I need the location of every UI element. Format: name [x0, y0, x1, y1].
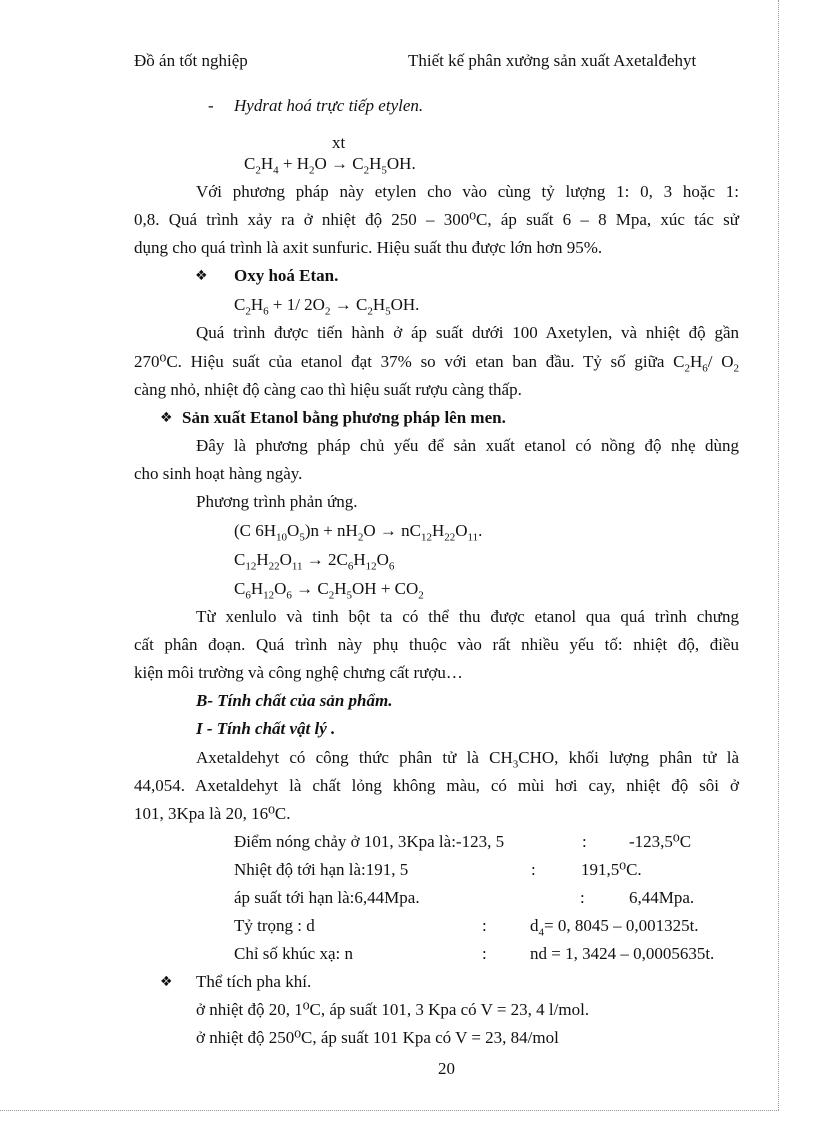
product-para-line: Axetaldehyt có công thức phân tử là $CH_3CHO$, khối lượng phân tử là [196, 748, 739, 771]
oxidation-equation: $C_2H_6 + 1/$ $2O_2 \to C_2H_5OH$. [234, 295, 420, 318]
oxidation-para-line: Quá trình được tiến hành ở áp suất dưới 100 Axetylen, và nhiệt độ gần [196, 323, 739, 342]
fermentation-para-line: Từ xenlulo và tinh bột ta có thể thu được etanol qua quá trình chưng [196, 607, 739, 626]
gas-volume-line: ở nhiệt độ 250⁰C, áp suất 101 Kpa có V = 23, 84/mol [196, 1028, 559, 1047]
prop-label: Tỷ trọng : d [234, 916, 315, 935]
header-left: Đồ án tốt nghiệp [134, 51, 248, 70]
page-border-right [778, 0, 779, 1110]
gas-volume-line: ở nhiệt độ 20, 1⁰C, áp suất 101, 3 Kpa có V = 23, 4 l/mol. [196, 1000, 590, 1019]
hydration-equation: $C_2H_4 + H_2O \to C_2H_5OH$. [244, 154, 416, 177]
diamond-icon: ❖ [160, 410, 173, 426]
prop-value: $d_4= 0$, 8045 – 0,001325t. [530, 916, 699, 939]
fermentation-para-line: Đây là phương pháp chủ yếu để sản xuất etanol có nồng độ nhẹ dùng [196, 436, 739, 455]
hydration-para-line: 0,8. Quá trình xảy ra ở nhiệt độ 250 – 300⁰C, áp suất 6 – 8 Mpa, xúc tác sử [134, 210, 739, 229]
prop-value: 6,44Mpa. [629, 888, 695, 907]
fermentation-para-line: cất phân đoạn. Quá trình này phụ thuộc vào rất nhiều yếu tố: nhiệt độ, điều [134, 635, 739, 654]
diamond-icon: ❖ [195, 268, 208, 284]
product-para-line: 101, 3Kpa là 20, 16⁰C. [134, 804, 291, 823]
product-para-line: 44,054. Axetaldehyt là chất lỏng không màu, có mùi hơi cay, nhiệt độ sôi ở [134, 776, 739, 795]
oxidation-title: Oxy hoá Etan. [234, 266, 339, 285]
page-border-bottom [0, 1110, 779, 1111]
fermentation-eq1: (C $6H_{10}O_5)n + nH_2O \to nC_{12}H_{22}O_{11}$. [234, 521, 483, 544]
oxidation-para-line: 270⁰C. Hiệu suất của etanol đạt 37% so với etan ban đầu. Tỷ số giữa $C_2H_6/$ $O_2$ [134, 352, 740, 375]
prop-value: 191,5⁰C. [581, 860, 642, 879]
prop-value: nd = 1, 3424 – 0,0005635t. [530, 944, 715, 963]
prop-sep: : [482, 944, 487, 963]
section-title: B- Tính chất của sản phẩm. [196, 691, 393, 710]
prop-sep: : [580, 888, 585, 907]
hydration-para-line: dụng cho quá trình là axit sunfuric. Hiệu suất thu được lớn hơn 95%. [134, 238, 603, 257]
fermentation-para-line: kiện môi trường và công nghệ chưng cất rượu… [134, 663, 463, 682]
prop-label: Chỉ số khúc xạ: n [234, 944, 353, 963]
prop-sep: : [482, 916, 487, 935]
header-right: Thiết kế phân xưởng sản xuất Axetalđehyt [408, 51, 697, 70]
prop-label: Điểm nóng chảy ở 101, 3Kpa là:-123, 5 [234, 832, 505, 851]
diamond-icon: ❖ [160, 974, 173, 990]
gas-volume-title: Thể tích pha khí. [196, 972, 312, 991]
prop-label: Nhiệt độ tới hạn là:191, 5 [234, 860, 409, 879]
hydration-bullet: - [208, 96, 214, 115]
prop-sep: : [531, 860, 536, 879]
prop-sep: : [582, 832, 587, 851]
fermentation-eq2: $C_{12}H_{22}O_{11} \to 2C_6H_{12}O_6$ [234, 550, 395, 573]
fermentation-para-line: cho sinh hoạt hàng ngày. [134, 464, 303, 483]
hydration-title: Hydrat hoá trực tiếp etylen. [234, 96, 424, 115]
prop-value: -123,5⁰C [629, 832, 692, 851]
reaction-label: Phương trình phản ứng. [196, 492, 358, 511]
hydration-para-line: Với phương pháp này etylen cho vào cùng tỷ lượng 1: 0, 3 hoặc 1: [196, 182, 739, 201]
fermentation-eq3: $C_6H_{12}O_6 \to C_2H_5OH + CO_2$ [234, 579, 424, 602]
oxidation-para-line: càng nhỏ, nhiệt độ càng cao thì hiệu suất rượu càng thấp. [134, 380, 522, 399]
subsection-title: I - Tính chất vật lý . [196, 719, 336, 738]
page-number: 20 [438, 1059, 455, 1078]
fermentation-title: Sản xuất Etanol bằng phương pháp lên men. [182, 408, 506, 427]
hydration-catalyst: xt [332, 133, 346, 152]
prop-label: áp suất tới hạn là:6,44Mpa. [234, 888, 420, 907]
